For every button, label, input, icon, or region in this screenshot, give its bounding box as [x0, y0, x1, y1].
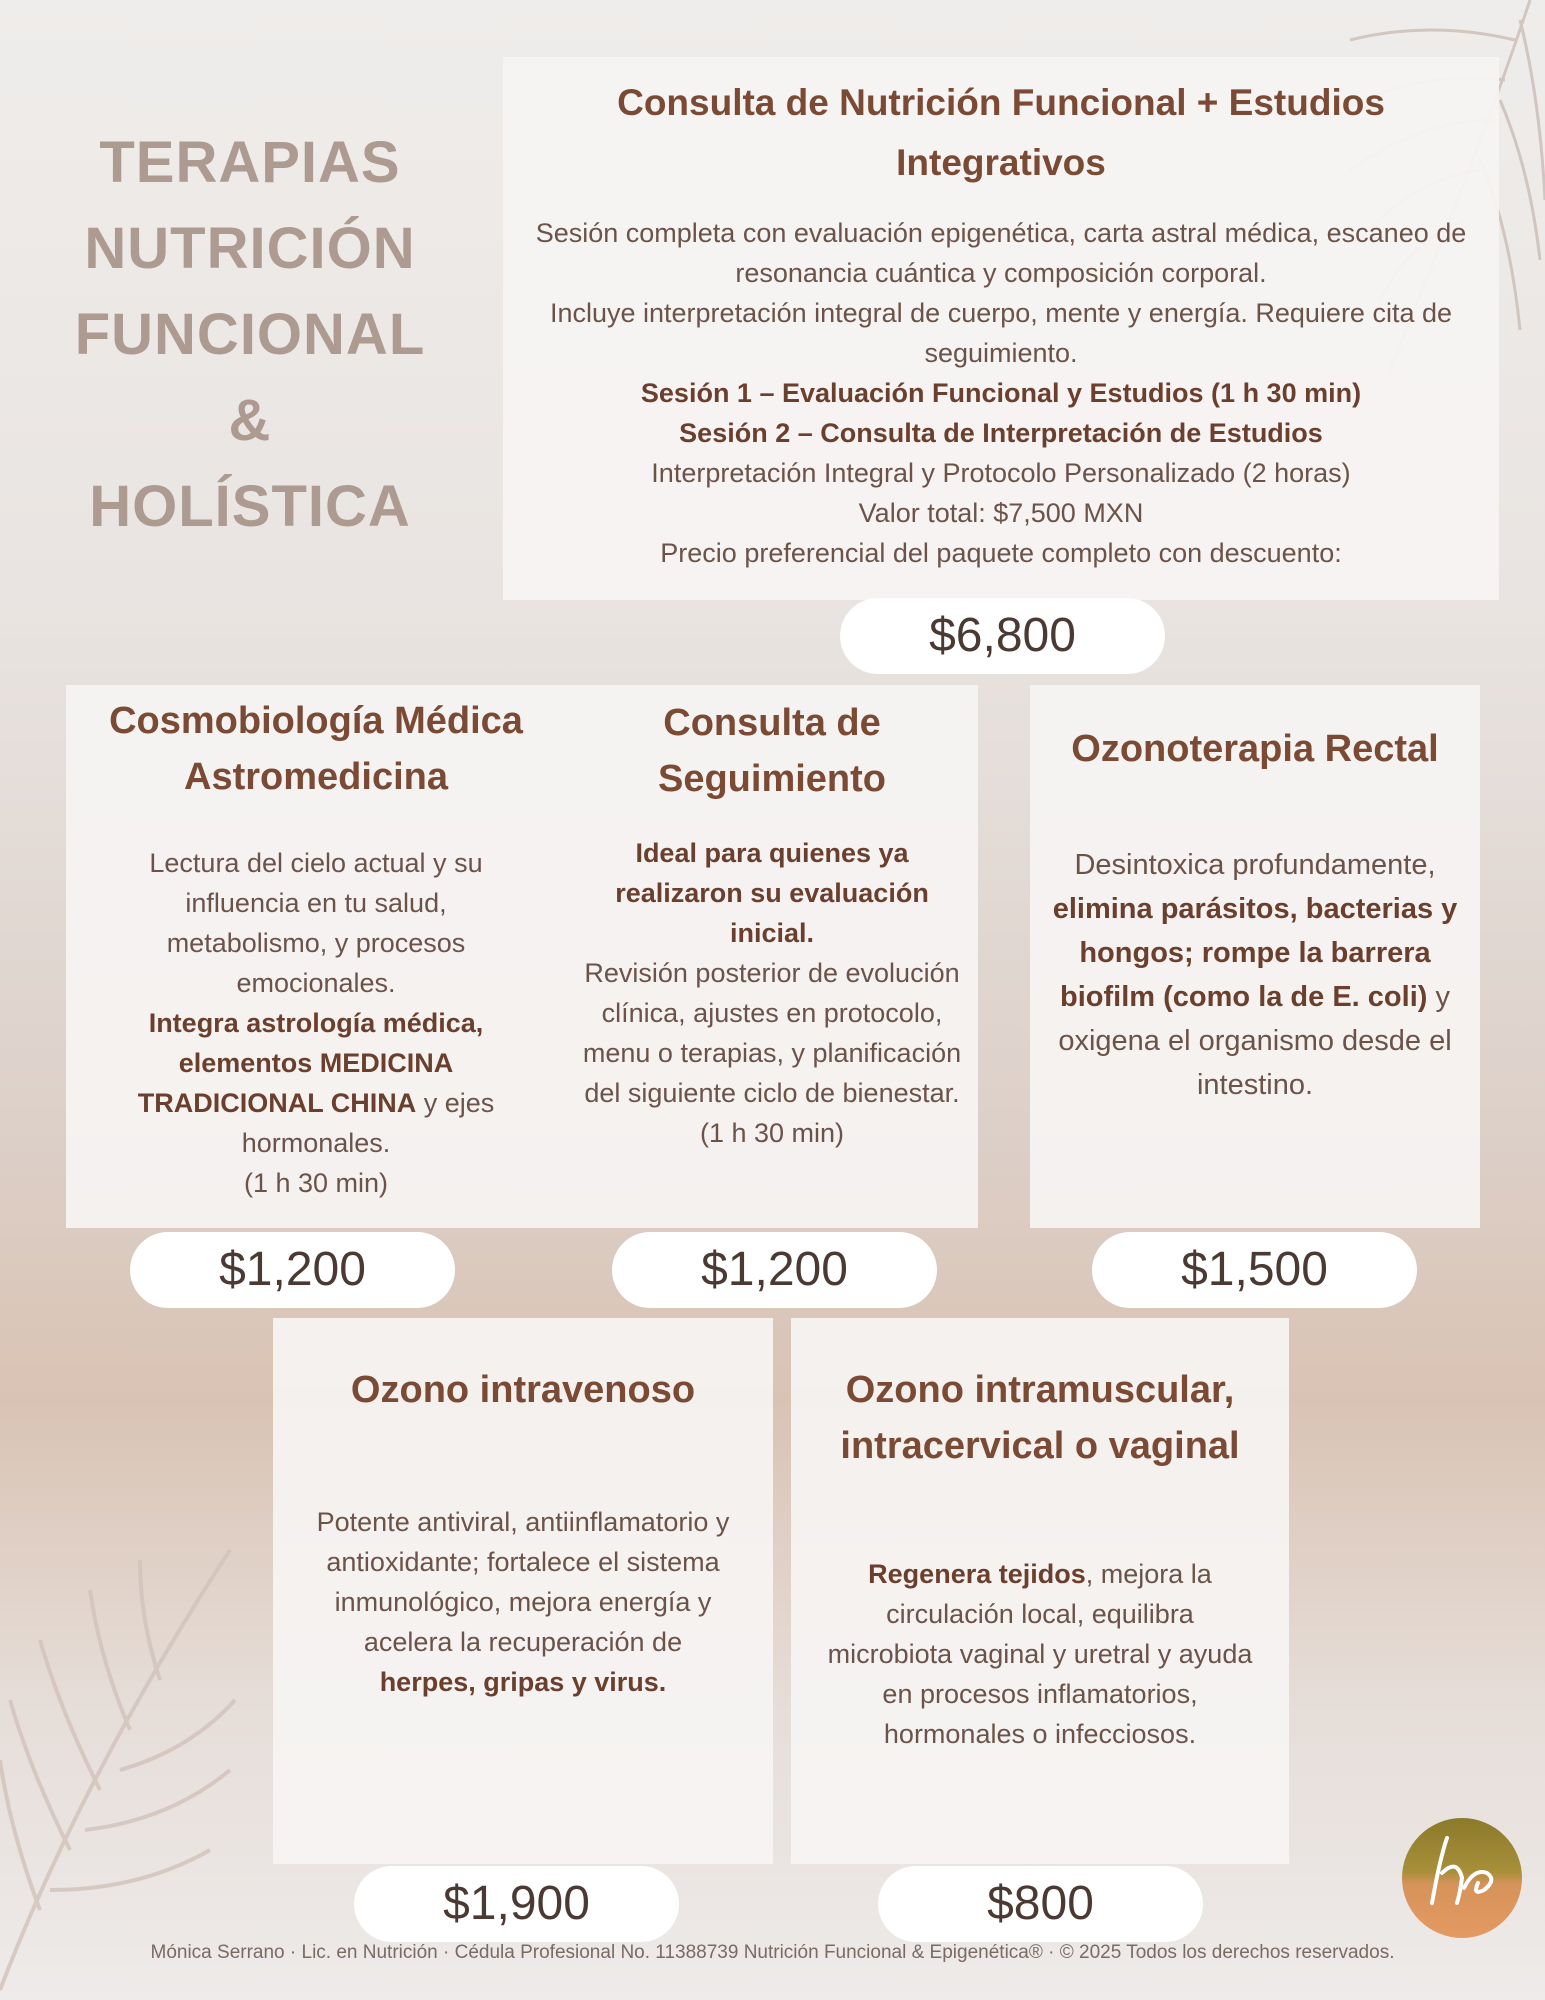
main-session-2-detail: Interpretación Integral y Protocolo Personalizado (2 horas) [651, 458, 1351, 488]
logo-icon [1402, 1818, 1522, 1938]
main-total: Valor total: $7,500 MXN [858, 498, 1144, 528]
page-title-line: & [228, 388, 272, 453]
palm-leaf-icon [0, 1530, 240, 2000]
main-desc-2: Incluye interpretación integral de cuerpo, mente y energía. Requiere cita de seguimiento. [549, 298, 1453, 368]
cosmo-title: Cosmobiología Médica Astromedicina [109, 700, 523, 798]
rectal-text: Desintoxica profundamente, elimina parásitos, bacterias y hongos; rompe la barrera biofilm (como la de E. coli) y oxigena el organismo desde el intestino. [1052, 849, 1458, 1101]
page-title-line: HOLÍSTICA [89, 474, 411, 539]
main-desc-1: Sesión completa con evaluación epigenética, carta astral médica, escaneo de resonancia cuántica y composición corporal. [535, 218, 1467, 288]
page-title [30, 120, 470, 550]
footer: Mónica Serrano · Lic. en Nutrición · Cédula Profesional No. 11388739 Nutrición Funcional & Epigenética® · © 2025 Todos los derechos reservados. [150, 1942, 1395, 1963]
iv-card [273, 1318, 773, 1864]
main-session-1: Sesión 1 – Evaluación Funcional y Estudios (1 h 30 min) [640, 378, 1362, 408]
im-price: $800 [878, 1866, 1203, 1942]
seguimiento-card [566, 685, 978, 1228]
rectal-price: $1,500 [1092, 1232, 1417, 1308]
page-title-line: FUNCIONAL [74, 302, 426, 367]
cosmo-card [66, 685, 566, 1228]
main-consultation-card [503, 57, 1499, 600]
page-title-line: NUTRICIÓN [84, 216, 416, 281]
seguimiento-title: Consulta de Seguimiento [657, 702, 887, 800]
main-card-title: Consulta de Nutrición Funcional + Estudios Integrativos [617, 82, 1385, 183]
iv-title: Ozono intravenoso [350, 1369, 696, 1411]
seguimiento-text: Ideal para quienes ya realizaron su evaluación inicial. Revisión posterior de evolución clínica, ajustes en protocolo, menu o terapias, y planificación del siguiente ciclo de bienestar. (1 h 30 min) [582, 838, 962, 1148]
main-session-2: Sesión 2 – Consulta de Interpretación de Estudios [679, 418, 1323, 448]
cosmo-price: $1,200 [130, 1232, 455, 1308]
im-card [791, 1318, 1289, 1864]
page-title-line: TERAPIAS [99, 130, 401, 195]
seguimiento-price: $1,200 [612, 1232, 937, 1308]
im-text: Regenera tejidos, mejora la circulación local, equilibra microbiota vaginal y uretral y ayuda en procesos inflamatorios, hormonales o infecciosos. [827, 1559, 1253, 1749]
iv-price: $1,900 [354, 1866, 679, 1942]
main-preferential: Precio preferencial del paquete completo con descuento: [660, 538, 1342, 568]
rectal-card [1030, 685, 1480, 1228]
rectal-title: Ozonoterapia Rectal [1071, 728, 1439, 770]
im-title: Ozono intramuscular, intracervical o vaginal [840, 1369, 1240, 1467]
iv-text: Potente antiviral, antiinflamatorio y antioxidante; fortalece el sistema inmunológico, mejora energía y acelera la recuperación de herpes, gripas y virus. [316, 1507, 730, 1697]
main-price: $6,800 [840, 598, 1165, 674]
cosmo-text: Lectura del cielo actual y su influencia en tu salud, metabolismo, y procesos emocionales. Integra astrología médica, elementos MEDICINA TRADICIONAL CHINA y ejes hormonales. (1 h 30 min) [137, 848, 495, 1198]
